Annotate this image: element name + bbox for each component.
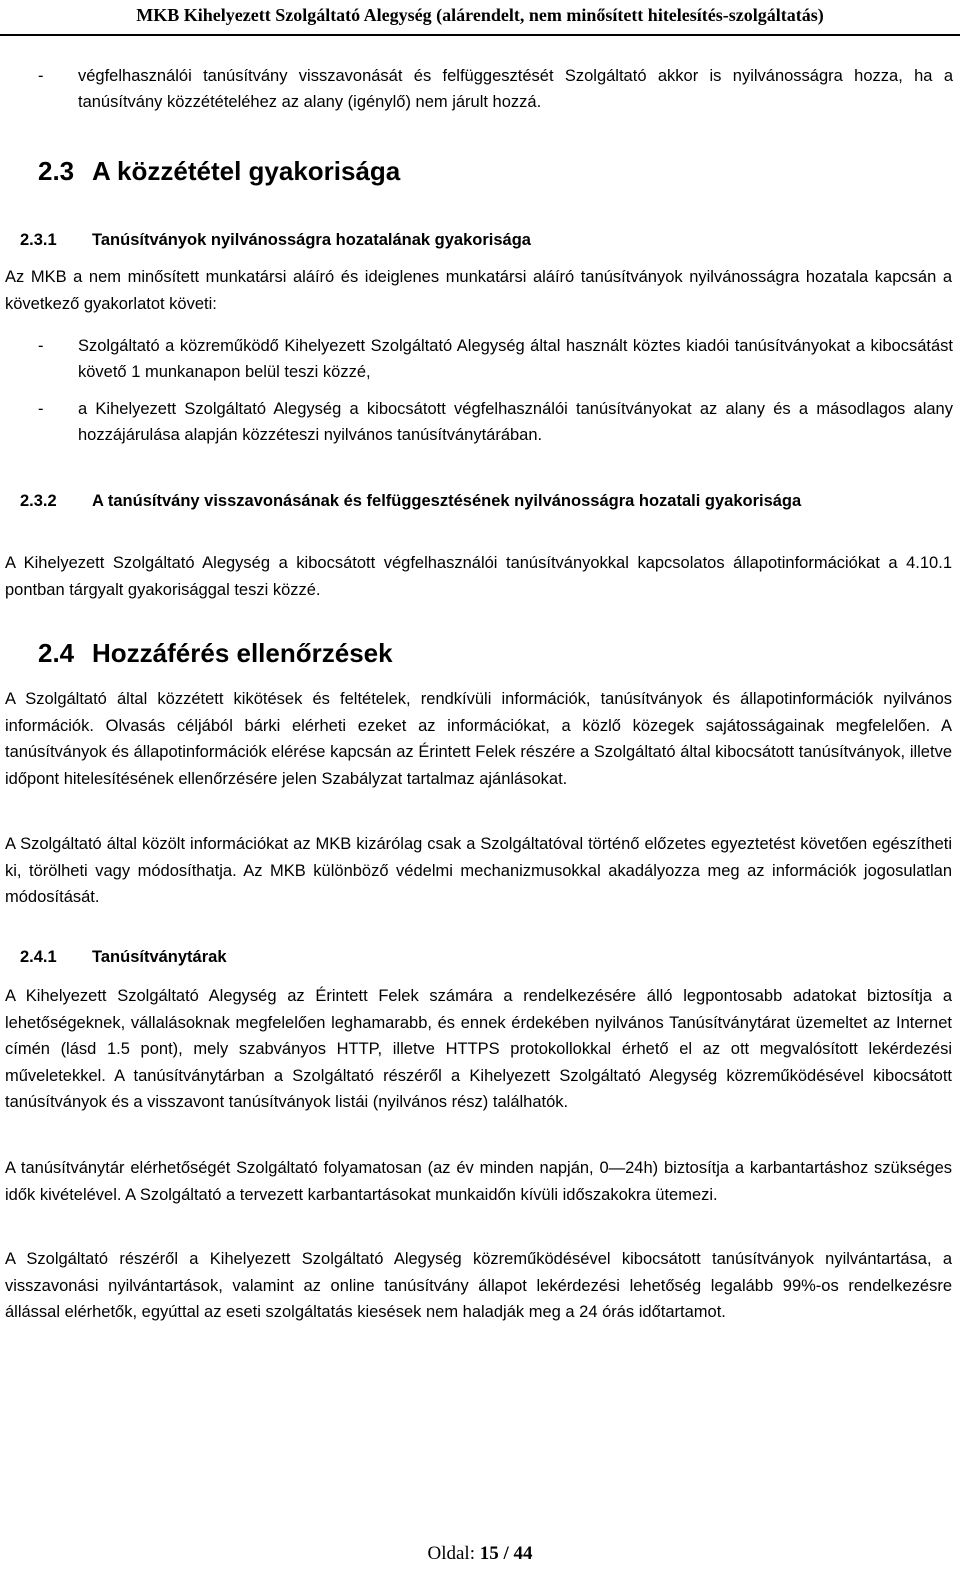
header-rule [0,34,960,36]
section-title: A közzététel gyakorisága [92,156,401,186]
running-header: MKB Kihelyezett Szolgáltató Alegység (alárendelt, nem minősített hitelesítés-szolgáltatás) [136,5,824,25]
paragraph-2-3-2: A Kihelyezett Szolgáltató Alegység a kibocsátott végfelhasználói tanúsítványokkal kapcsolatos állapotinformációkat a 4.10.1 pontban tárgyalt gyakorisággal teszi közzé. [5,554,952,599]
section-number: 2.4 [38,638,75,668]
section-heading-2-3 [38,156,400,187]
paragraph-2-4-2: A Szolgáltató által közölt információkat az MKB kizárólag csak a Szolgáltatóval történő előzetes egyeztetést követően egészítheti ki, törölheti vagy módosíthatja. Az MKB különböző védelmi mechanizmusokkal akadályozza meg az információk jogosulatlan módosítását. [5,835,952,907]
paragraph-2-4-1-a: A Kihelyezett Szolgáltató Alegység az Érintett Felek számára a rendelkezésére álló legpontosabb adatokat biztosítja a lehetőségeknek, vállalásoknak megfelelően leghamarabb, és ennek érdekében nyilvános Tanúsítványtárat üzemeltet az Internet címén (lásd 1.5 pont), mely szabványos HTTP, illetve HTTPS protokollokkal érhető el az ott megvalósított lekérdezési műveletekkel. A tanúsítványtárban a Szolgáltató részéről a Kihelyezett Szolgáltató Alegység közreműködésével kibocsátott tanúsítványok és a visszavont tanúsítványok listái (nyilvános rész) találhatók. [5,987,952,1112]
subsection-number: 2.3.2 [20,492,57,510]
bullet-text: a Kihelyezett Szolgáltató Alegység a kibocsátott végfelhasználói tanúsítványokat az alany és a másodlagos alany hozzájárulása alapján közzéteszi nyilvános tanúsítványtárában. [78,400,953,444]
subsection-heading-2-4-1 [0,945,960,970]
bullet-item [0,396,960,448]
paragraph-2-4-1-b: A tanúsítványtár elérhetőségét Szolgáltató folyamatosan (az év minden napján, 0—24h) biztosítja a karbantartáshoz szükséges idők kivételével. A Szolgáltató a tervezett karbantartásokat munkaidőn kívüli időszakokra ütemezi. [5,1159,952,1204]
bullet-text: Szolgáltató a közreműködő Kihelyezett Szolgáltató Alegység által használt köztes kiadói tanúsítványokat a kibocsátást követő 1 munkanapon belül teszi közzé, [78,337,953,381]
intro-bullet-item [0,63,960,115]
subsection-heading-2-3-2 [0,489,960,539]
subsection-title: Tanúsítványok nyilvánosságra hozatalának gyakorisága [92,231,531,249]
subsection-heading-2-3-1 [0,228,960,253]
page-label: Oldal: [427,1543,475,1564]
section-heading-2-4 [38,638,393,669]
page-separator: / [503,1543,509,1564]
page-footer [0,1543,960,1565]
bullet-item [0,333,960,385]
section-number: 2.3 [38,156,75,186]
section-title: Hozzáférés ellenőrzések [92,638,393,668]
page-current: 15 [479,1543,499,1564]
bullet-dash: - [38,400,44,418]
paragraph-2-4-1: A Szolgáltató által közzétett kikötések és feltételek, rendkívüli információk, tanúsítványok és állapotinformációk nyilvános információk. Olvasás céljából bárki elérheti ezeket az információkat, a közlő közegek sajátosságainak megfelelően. A tanúsítványok és állapotinformációk elérése kapcsán az Érintett Felek részére a Szolgáltató által kibocsátott tanúsítványok, illetve időpont hitelesítésének ellenőrzésére jelen Szabályzat tartalmaz ajánlásokat. [5,690,952,788]
subsection-number: 2.3.1 [20,231,57,249]
paragraph-2-3-1: Az MKB a nem minősített munkatársi aláíró és ideiglenes munkatársi aláíró tanúsítványok nyilvánosságra hozatala kapcsán a következő gyakorlatot követi: [5,268,952,313]
bullet-dash: - [38,67,44,85]
page-total: 44 [513,1543,533,1564]
subsection-number: 2.4.1 [20,948,57,966]
bullet-text: végfelhasználói tanúsítvány visszavonását és felfüggesztését Szolgáltató akkor is nyilvánosságra hozza, ha a tanúsítvány közzétételéhez az alany (igénylő) nem járult hozzá. [78,67,953,111]
subsection-title: A tanúsítvány visszavonásának és felfüggesztésének nyilvánosságra hozatali gyakorisága [92,492,802,510]
bullet-dash: - [38,337,44,355]
paragraph-2-4-1-c: A Szolgáltató részéről a Kihelyezett Szolgáltató Alegység közreműködésével kibocsátott tanúsítványok nyilvántartása, a visszavonási nyilvántartások, valamint az online tanúsítvány állapot lekérdezési lehetőség legalább 99%-os rendelkezésre állással elérhetők, egyúttal az eseti szolgáltatás kiesések nem haladják meg a 24 órás időtartamot. [5,1250,952,1322]
subsection-title: Tanúsítványtárak [92,948,227,966]
